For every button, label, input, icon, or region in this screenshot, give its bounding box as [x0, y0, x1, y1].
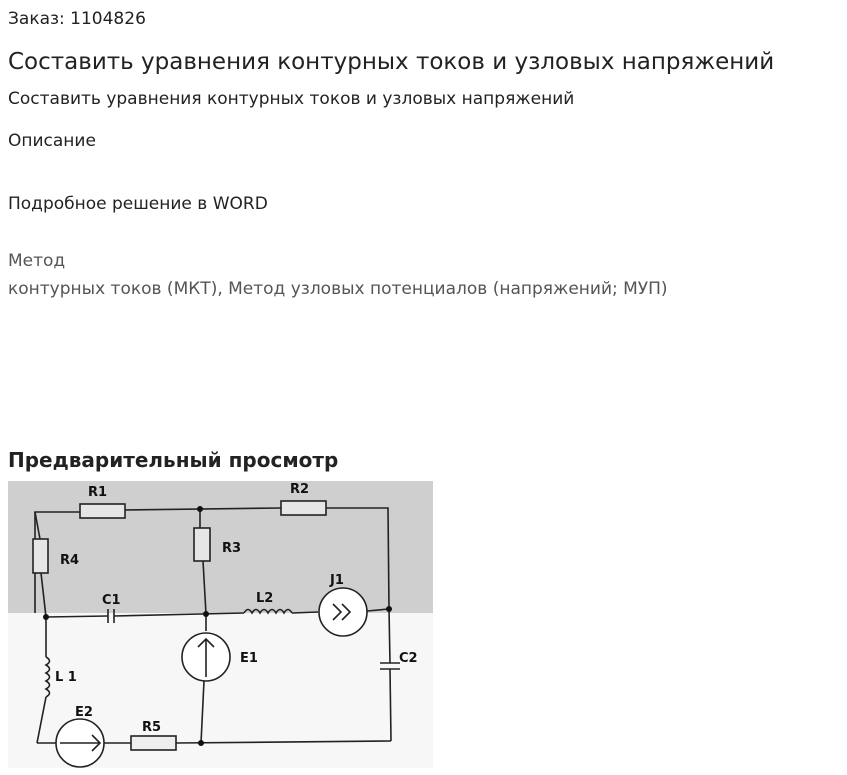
label-l1: L 1	[55, 670, 77, 685]
wire-to-j1	[292, 612, 318, 613]
label-r1: R1	[88, 485, 108, 500]
page-subtitle: Составить уравнения контурных токов и узловых напряжений	[8, 89, 575, 109]
preview-image	[8, 481, 433, 768]
upper-background	[8, 481, 433, 613]
label-r4: R4	[60, 553, 80, 568]
resistor-r4	[33, 539, 48, 573]
resistor-r2	[281, 501, 326, 515]
label-r3: R3	[222, 541, 242, 556]
circuit-diagram	[8, 481, 433, 768]
method-label: Метод	[8, 251, 66, 271]
label-j1: J1	[330, 573, 344, 588]
method-text: контурных токов (МКТ), Метод узловых потенциалов (напряжений; МУП)	[8, 279, 668, 299]
label-c2: C2	[399, 651, 418, 666]
junction-right	[386, 606, 392, 612]
label-e1: E1	[240, 651, 258, 666]
current-source-j1	[319, 588, 367, 636]
page-title: Составить уравнения контурных токов и узловых напряжений	[8, 49, 775, 75]
junction-left	[43, 614, 49, 620]
junction-bottom	[198, 740, 204, 746]
wire-middle-left	[46, 616, 108, 617]
junction-center	[203, 611, 209, 617]
label-r2: R2	[290, 482, 310, 497]
label-e2: E2	[75, 705, 93, 720]
resistor-r5	[131, 736, 176, 750]
junction-top	[197, 506, 203, 512]
label-c1: C1	[102, 593, 121, 608]
label-r5: R5	[142, 720, 162, 735]
preview-heading: Предварительный просмотр	[8, 448, 339, 472]
resistor-r3	[194, 528, 210, 561]
description-detail: Подробное решение в WORD	[8, 194, 268, 214]
label-l2: L2	[256, 591, 274, 606]
resistor-r1	[80, 504, 125, 518]
wire-c2-bottom	[390, 669, 391, 741]
wire-c2-top	[389, 609, 390, 663]
description-heading: Описание	[8, 131, 96, 151]
order-number: Заказ: 1104826	[8, 9, 146, 29]
